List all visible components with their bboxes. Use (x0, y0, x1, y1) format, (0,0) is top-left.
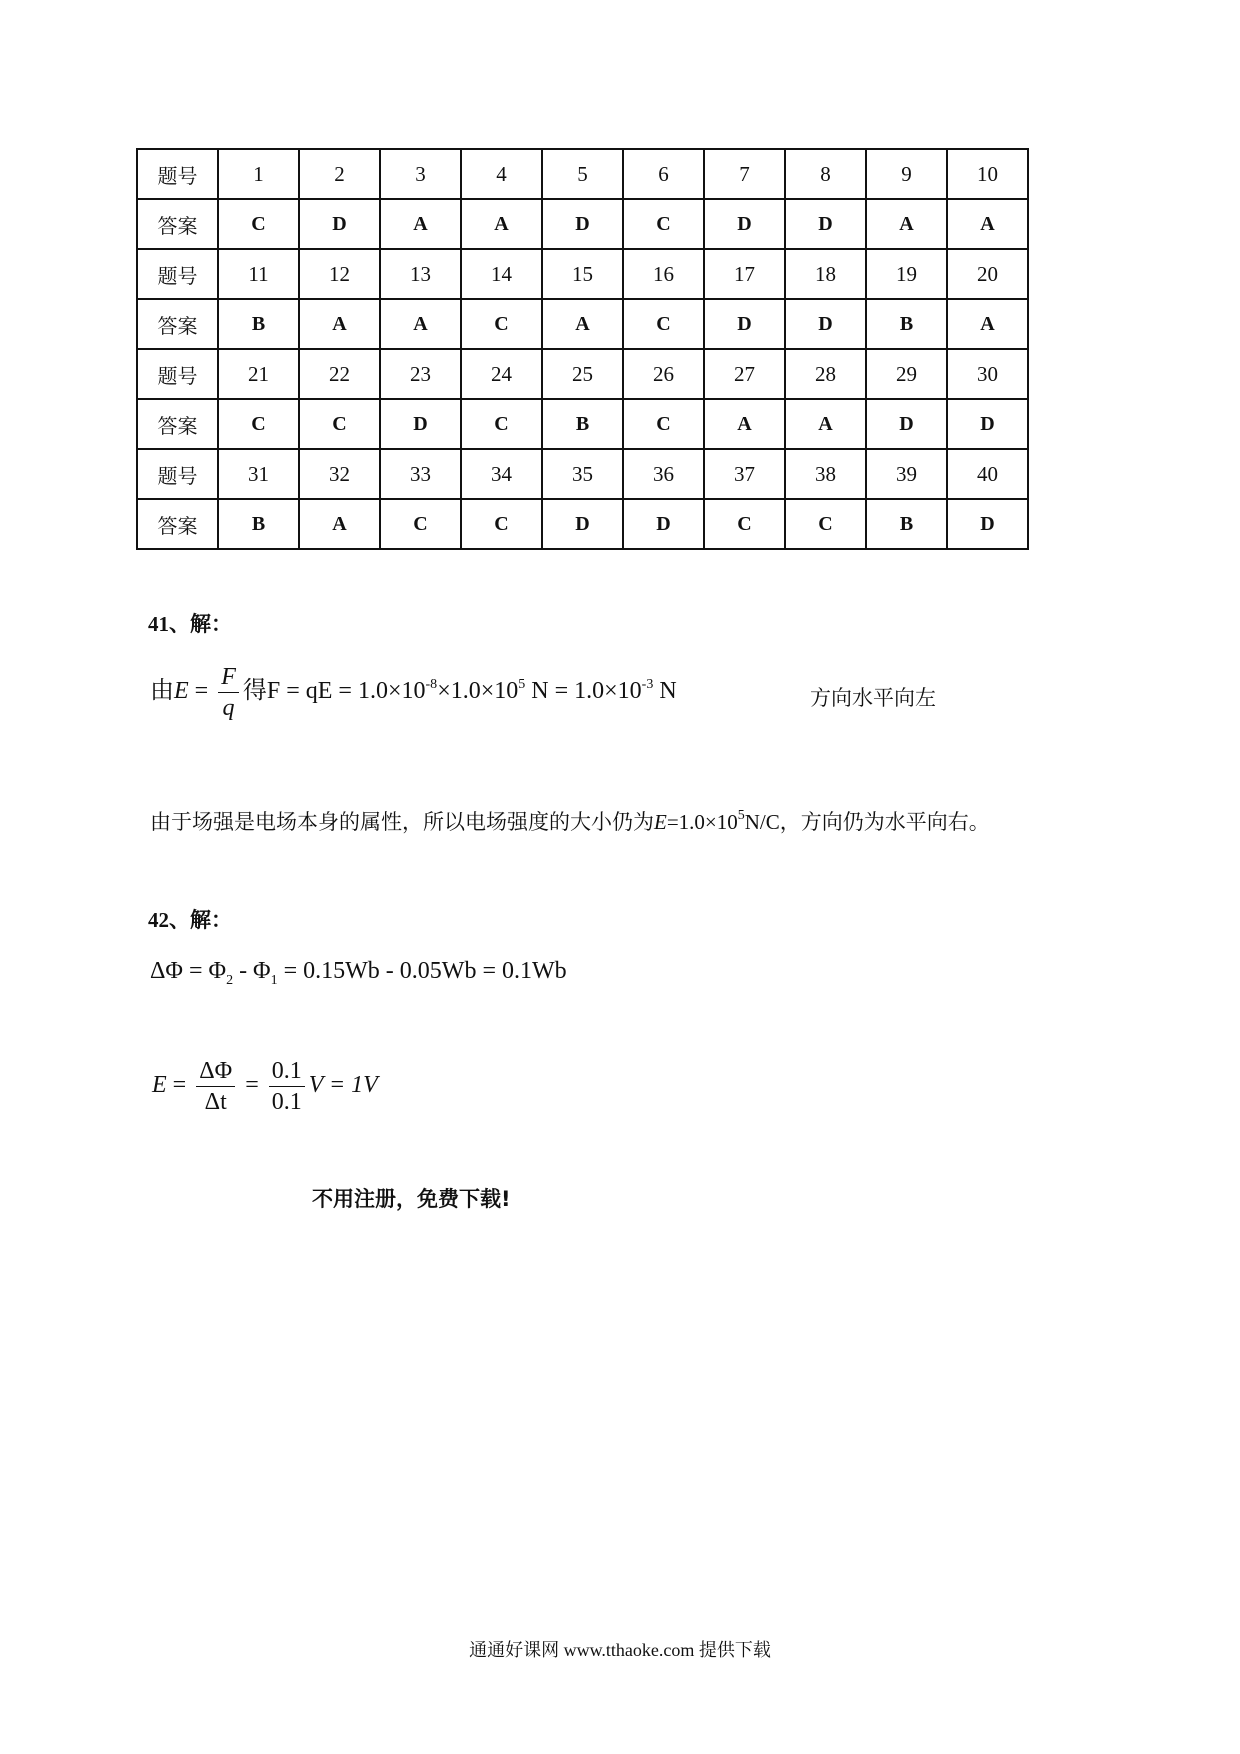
row-header: 题号 (137, 149, 218, 199)
question-number-cell: 24 (461, 349, 542, 399)
answer-cell: A (542, 299, 623, 349)
row-header: 题号 (137, 249, 218, 299)
table-row (137, 149, 1028, 199)
answer-cell: B (866, 299, 947, 349)
question-number-cell: 22 (299, 349, 380, 399)
q41-eq-equals: = (188, 678, 215, 705)
question-number-cell: 25 (542, 349, 623, 399)
q41-direction: 方向水平向左 (810, 686, 936, 710)
q41-heading: 41、解： (148, 612, 232, 636)
answer-cell: B (866, 499, 947, 549)
row-header: 答案 (137, 399, 218, 449)
table-row (137, 349, 1028, 399)
q42-equation-1 (150, 958, 567, 989)
answer-cell: C (218, 199, 299, 249)
answer-cell: D (542, 199, 623, 249)
q41-eq-E: E (174, 678, 189, 705)
answer-cell: A (785, 399, 866, 449)
q42-fraction-1 (196, 1056, 235, 1117)
q42-frac1-den: Δt (204, 1089, 227, 1115)
q41-note (150, 806, 990, 836)
answer-table (136, 148, 1029, 550)
q41-fraction (218, 662, 239, 723)
answer-cell: D (866, 399, 947, 449)
question-number-cell: 9 (866, 149, 947, 199)
q41-note-b: =1.0×10 (666, 810, 738, 834)
q42-heading: 42、解： (148, 908, 232, 932)
q41-note-c: N/C，方向仍为水平向右。 (744, 810, 990, 834)
answer-cell: C (299, 399, 380, 449)
question-number-cell: 7 (704, 149, 785, 199)
question-number-cell: 35 (542, 449, 623, 499)
question-number-cell: 15 (542, 249, 623, 299)
question-number-cell: 33 (380, 449, 461, 499)
question-number-cell: 18 (785, 249, 866, 299)
answer-cell: D (380, 399, 461, 449)
answer-cell: A (380, 299, 461, 349)
table-row (137, 399, 1028, 449)
q41-eq-rest-c: N = 1.0×10 (525, 678, 642, 705)
question-number-cell: 37 (704, 449, 785, 499)
question-number-cell: 16 (623, 249, 704, 299)
answer-cell: A (866, 199, 947, 249)
q42-eq1-c: = 0.15Wb - 0.05Wb = 0.1Wb (277, 958, 567, 984)
table-row (137, 449, 1028, 499)
row-header: 答案 (137, 199, 218, 249)
question-number-cell: 36 (623, 449, 704, 499)
question-number-cell: 2 (299, 149, 380, 199)
q41-exp2: 5 (518, 677, 526, 693)
q42-eq2-E: E (152, 1072, 167, 1099)
row-header: 答案 (137, 499, 218, 549)
question-number-cell: 10 (947, 149, 1028, 199)
q41-frac-den: q (222, 695, 235, 721)
row-header: 题号 (137, 449, 218, 499)
table-row (137, 299, 1028, 349)
question-number-cell: 21 (218, 349, 299, 399)
answer-cell: D (947, 499, 1028, 549)
q41-eq-prefix: 由 (150, 678, 174, 705)
table-row (137, 249, 1028, 299)
question-number-cell: 3 (380, 149, 461, 199)
question-number-cell: 23 (380, 349, 461, 399)
q42-frac2-den: 0.1 (271, 1089, 302, 1115)
answer-cell: D (704, 199, 785, 249)
q42-eq1-b: - Φ (233, 958, 271, 984)
q42-eq2-equals-2: = (239, 1072, 265, 1099)
answer-cell: A (947, 299, 1028, 349)
q41-eq-rest-a: F = qE = 1.0×10 (266, 678, 426, 705)
answer-cell: A (947, 199, 1028, 249)
answer-cell: A (704, 399, 785, 449)
answer-grid (136, 148, 1029, 550)
question-number-cell: 14 (461, 249, 542, 299)
table-row (137, 199, 1028, 249)
question-number-cell: 20 (947, 249, 1028, 299)
question-number-cell: 38 (785, 449, 866, 499)
answer-cell: D (542, 499, 623, 549)
question-number-cell: 29 (866, 349, 947, 399)
answer-cell: D (785, 299, 866, 349)
answer-cell: B (542, 399, 623, 449)
q41-exp3: -3 (641, 677, 654, 693)
q42-eq2-equals: = (166, 1072, 193, 1099)
question-number-cell: 30 (947, 349, 1028, 399)
question-number-cell: 19 (866, 249, 947, 299)
answer-cell: B (218, 499, 299, 549)
q42-equation-2 (152, 1056, 378, 1117)
q42-eq2-tail: V = 1V (308, 1072, 378, 1099)
q41-equation (150, 662, 677, 723)
question-number-cell: 11 (218, 249, 299, 299)
answer-cell: A (299, 499, 380, 549)
row-header: 题号 (137, 349, 218, 399)
question-number-cell: 39 (866, 449, 947, 499)
answer-cell: C (785, 499, 866, 549)
answer-cell: C (623, 299, 704, 349)
q42-eq1-sub2: 1 (270, 973, 278, 988)
answer-cell: C (461, 299, 542, 349)
question-number-cell: 32 (299, 449, 380, 499)
answer-cell: C (461, 499, 542, 549)
answer-cell: C (704, 499, 785, 549)
q42-eq1-sub1: 2 (226, 973, 234, 988)
answer-cell: C (623, 399, 704, 449)
promo-text: 不用注册，免费下载! (312, 1187, 511, 1211)
q41-eq-rest-b: ×1.0×10 (437, 678, 519, 705)
answer-cell: D (947, 399, 1028, 449)
answer-cell: C (461, 399, 542, 449)
question-number-cell: 5 (542, 149, 623, 199)
question-number-cell: 6 (623, 149, 704, 199)
question-number-cell: 12 (299, 249, 380, 299)
answer-cell: D (704, 299, 785, 349)
question-number-cell: 34 (461, 449, 542, 499)
question-number-cell: 8 (785, 149, 866, 199)
q41-eq-rest-d: N (653, 678, 677, 705)
question-number-cell: 31 (218, 449, 299, 499)
q41-eq-de: 得 (242, 678, 267, 705)
answer-cell: C (380, 499, 461, 549)
question-number-cell: 28 (785, 349, 866, 399)
question-number-cell: 1 (218, 149, 299, 199)
answer-cell: A (461, 199, 542, 249)
question-number-cell: 13 (380, 249, 461, 299)
q41-note-exp: 5 (737, 808, 745, 823)
answer-cell: D (785, 199, 866, 249)
table-row (137, 499, 1028, 549)
answer-cell: C (218, 399, 299, 449)
q41-frac-num: F (218, 662, 239, 693)
page-footer: 通通好课网 www.tthaoke.com 提供下载 (469, 1640, 771, 1660)
q41-note-a: 由于场强是电场本身的属性，所以电场强度的大小仍为 (150, 810, 654, 834)
question-number-cell: 26 (623, 349, 704, 399)
q42-frac1-num: ΔΦ (196, 1056, 235, 1087)
q42-frac2-num: 0.1 (269, 1056, 305, 1087)
q42-fraction-2 (269, 1056, 305, 1117)
row-header: 答案 (137, 299, 218, 349)
answer-cell: B (218, 299, 299, 349)
q41-note-E: E (654, 810, 667, 834)
answer-cell: D (299, 199, 380, 249)
answer-cell: C (623, 199, 704, 249)
q41-exp1: -8 (425, 677, 438, 693)
q42-eq1-a: ΔΦ = Φ (150, 958, 227, 984)
question-number-cell: 40 (947, 449, 1028, 499)
question-number-cell: 4 (461, 149, 542, 199)
answer-cell: A (299, 299, 380, 349)
answer-cell: D (623, 499, 704, 549)
question-number-cell: 17 (704, 249, 785, 299)
answer-cell: A (380, 199, 461, 249)
question-number-cell: 27 (704, 349, 785, 399)
